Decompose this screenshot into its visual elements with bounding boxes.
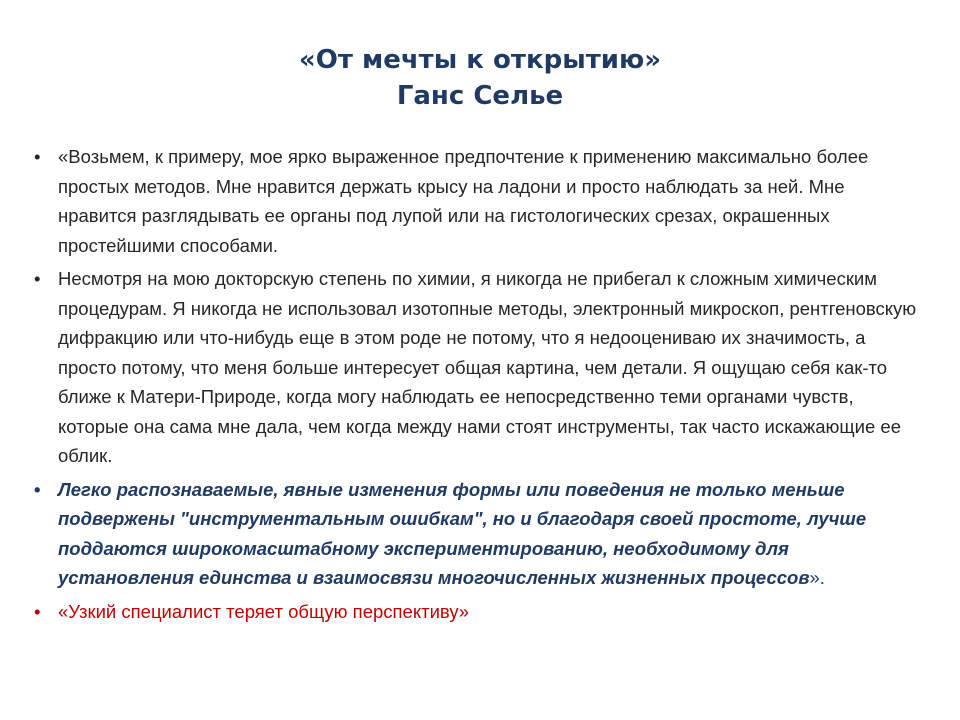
bullet-item-1 [34,142,924,260]
bullet-dot-icon: • [34,268,41,289]
slide-title: «От мечты к открытию» [298,45,662,75]
bullet-dot-icon: • [34,478,41,500]
bullet-text-4: «Узкий специалист теряет общую перспективу» [58,600,470,622]
bullet-dot-icon: • [34,146,41,167]
bullet-text-3-tail: ». [809,567,825,588]
bullet-dot-icon: • [34,600,41,622]
bullet-text-3: Легко распознаваемые, явные изменения формы или поведения не только меньше подвержены "инструментальным ошибкам", но и благодаря своей простоте, лучше поддаются широкомасштабному экспериментированию, необходимому для установления единства и взаимосвязи многочисленных жизненных процессов [58,478,867,588]
title-block [0,42,960,114]
bullet-list [34,142,924,630]
bullet-item-3 [34,475,924,593]
bullet-text-1: «Возьмем, к примеру, мое ярко выраженное предпочтение к применению максимально более простых методов. Мне нравится держать крысу на ладони и просто наблюдать за ней. Мне нравится разглядывать ее органы под лупой или на гистологических срезах, окрашенных простейшими способами. [58,146,869,256]
bullet-item-4 [34,597,924,627]
bullet-text-2: Несмотря на мою докторскую степень по химии, я никогда не прибегал к сложным химическим процедурам. Я никогда не использовал изотопные методы, электронный микроскоп, рентгеновскую дифракцию или что-нибудь еще в этом роде не потому, что я недооцениваю их значимость, а просто потому, что меня больше интересует общая картина, чем детали. Я ощущаю себя как-то ближе к Матери-Природе, когда могу наблюдать ее непосредственно теми органами чувств, которые она сама мне дала, чем когда между нами стоят инструменты, так часто искажающие ее облик. [58,268,917,466]
bullet-item-2 [34,264,924,471]
slide-subtitle: Ганс Селье [396,81,564,111]
